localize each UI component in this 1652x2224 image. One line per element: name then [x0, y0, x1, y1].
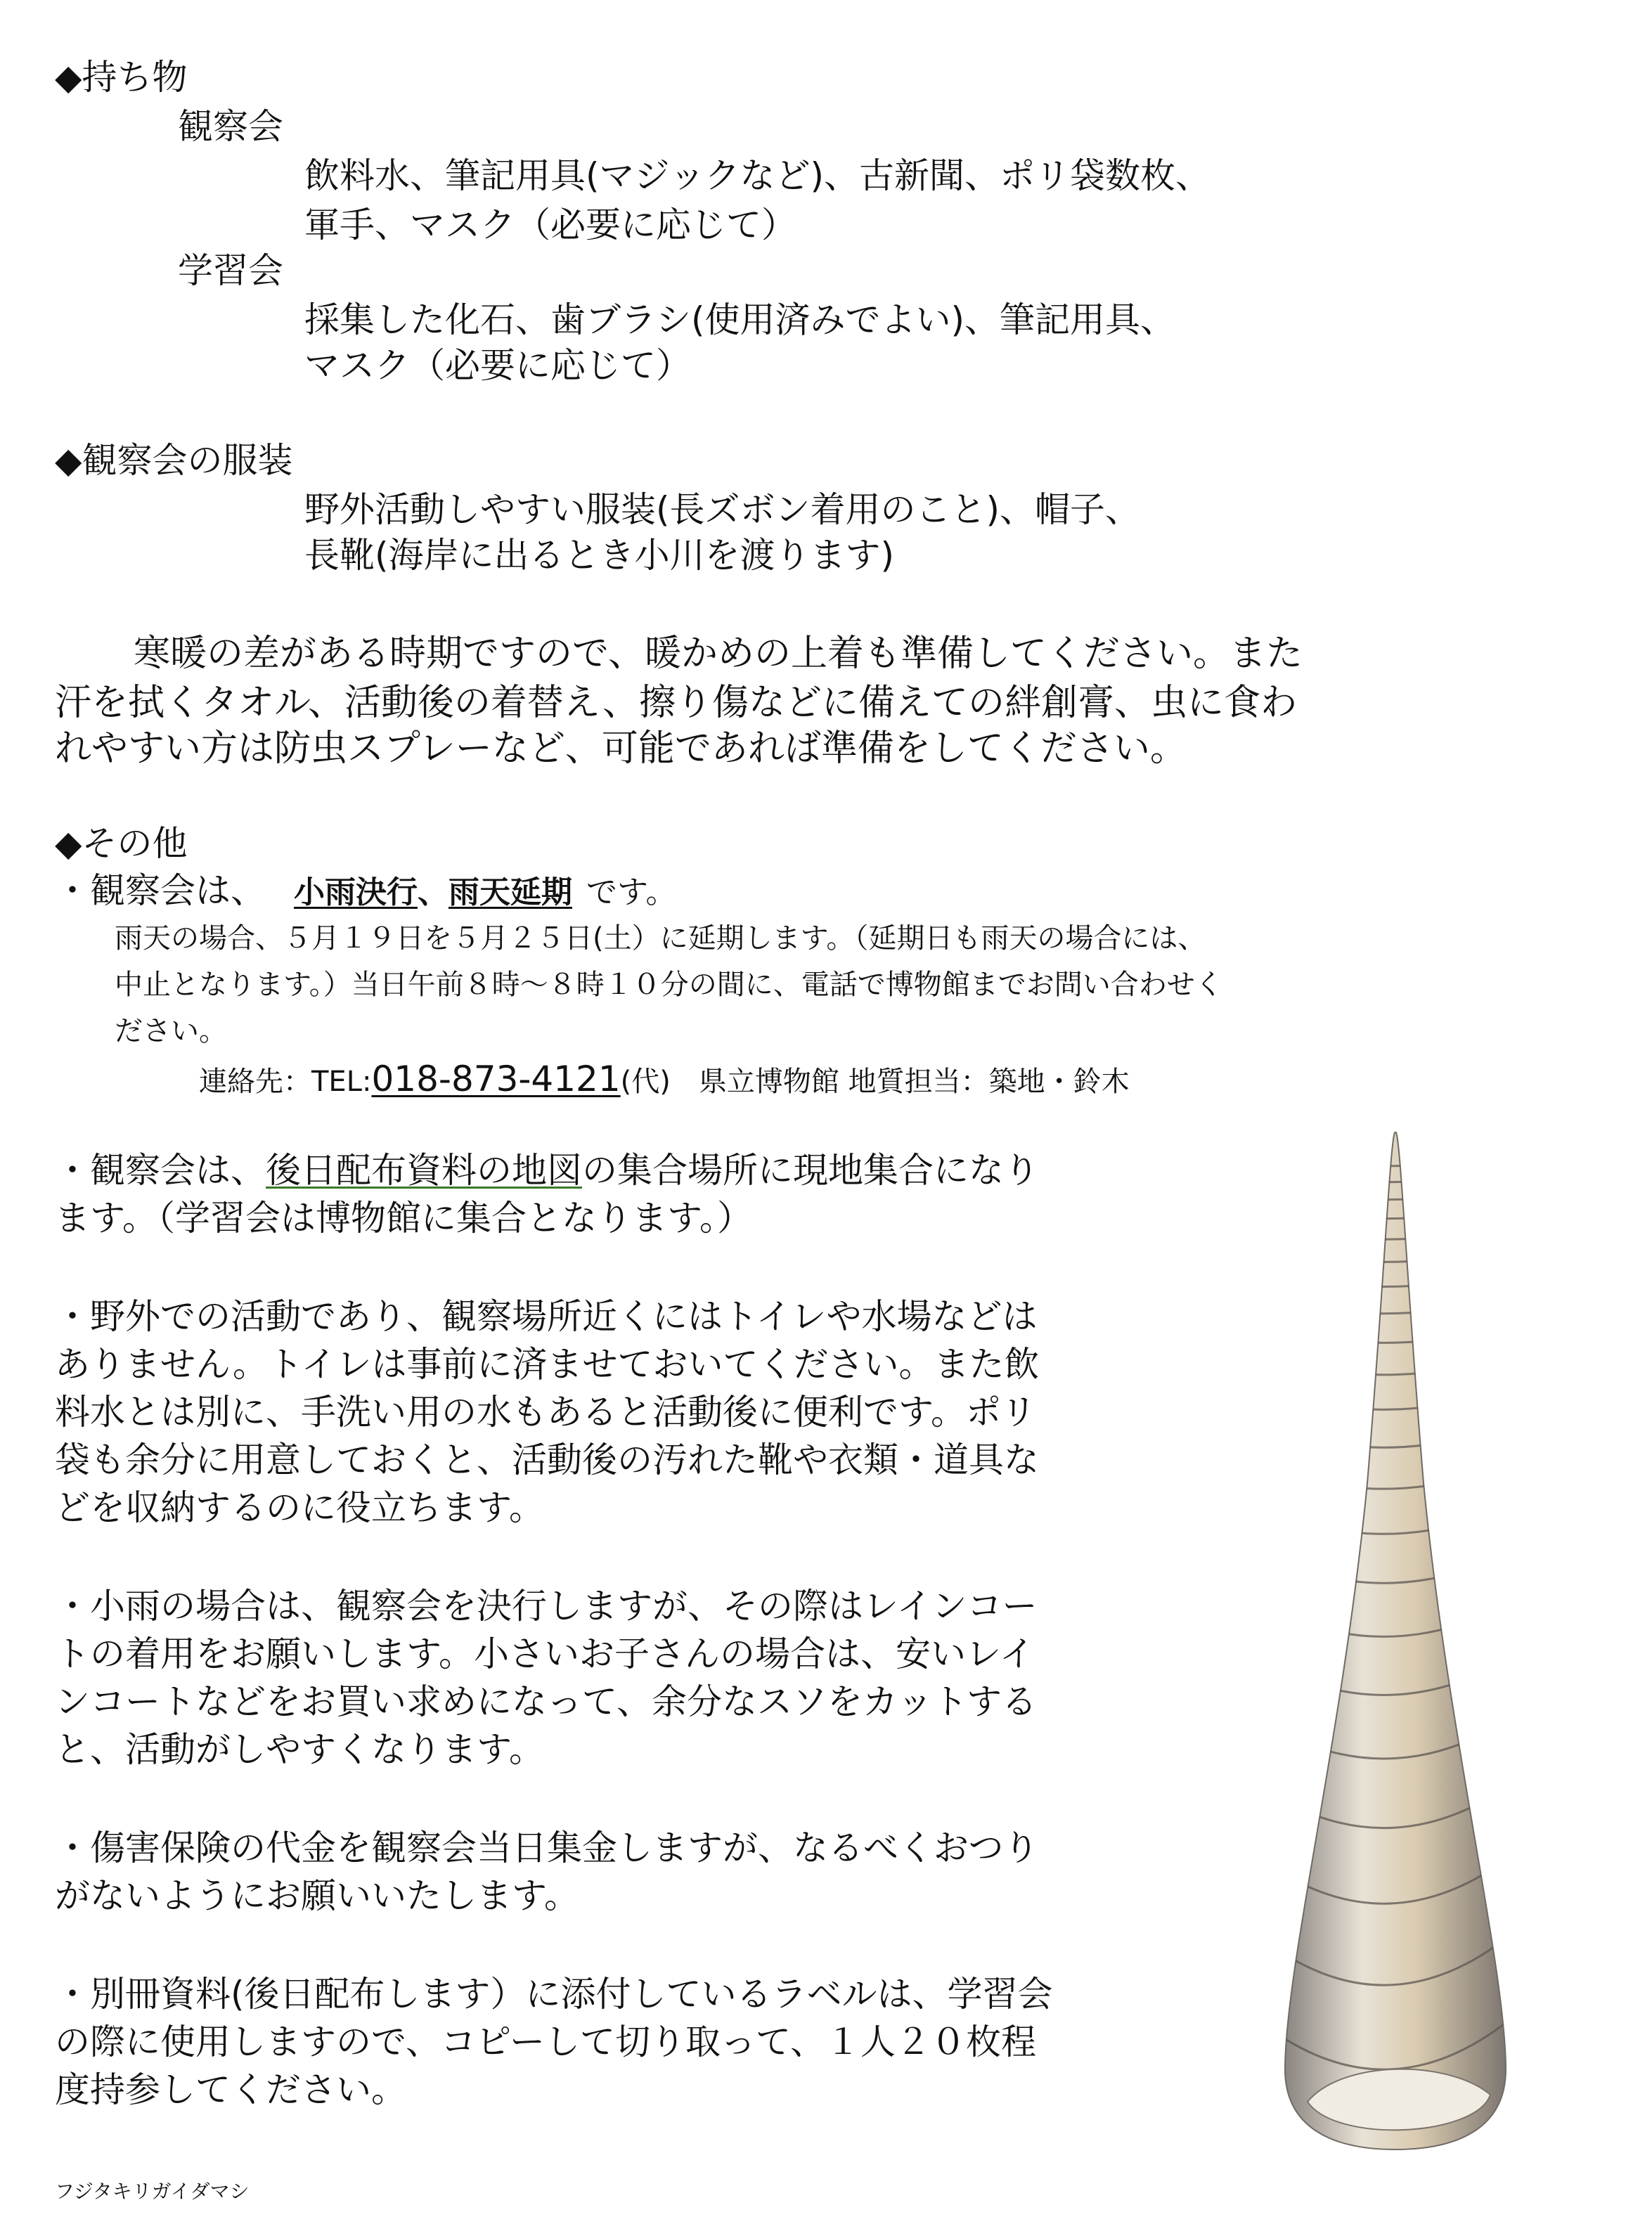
- clothing-paragraph-line3: れやすい方は防虫スプレーなど、可能であれば準備をしてください。: [55, 728, 1187, 770]
- drizzle-note-line3: ンコートなどをお買い求めになって、余分なスソをカットする: [55, 1681, 1037, 1722]
- study-items-line2: マスク（必要に応じて）: [304, 345, 691, 386]
- contact-suffix: (代) 県立博物館 地質担当：築地・鈴木: [620, 1066, 1130, 1098]
- shell-illustration: [1279, 1132, 1511, 2151]
- drizzle-note-line1: ・小雨の場合は、観察会を決行しますが、その際はレインコー: [55, 1586, 1038, 1627]
- observation-items-line1: 飲料水、筆記用具(マジックなど)、古新聞、ポリ袋数枚、: [304, 155, 1211, 196]
- label-note-line3: 度持参してください。: [55, 2069, 406, 2110]
- clothing-paragraph-line1: 寒暖の差がある時期ですので、暖かめの上着も準備してください。また: [134, 633, 1303, 675]
- clothing-line2: 長靴(海岸に出るとき小川を渡ります): [304, 535, 895, 576]
- contact-tel-link[interactable]: 018-873-4121: [371, 1059, 621, 1099]
- meeting-suffix: の集合場所に現地集合になり: [582, 1150, 1039, 1191]
- meeting-line1: [55, 1146, 1039, 1195]
- contact-prefix: 連絡先：TEL:: [199, 1066, 372, 1098]
- field-note-line5: どを収納するのに役立ちます。: [55, 1487, 544, 1528]
- meeting-prefix: ・観察会は、: [55, 1150, 266, 1191]
- rain-go-text: 小雨決行: [294, 874, 418, 910]
- rain-policy: [55, 866, 676, 917]
- shell-body: [1285, 1132, 1506, 2149]
- clothing-heading: ◆観察会の服装: [55, 440, 293, 481]
- drizzle-note-line2: トの着用をお願いします。小さいお子さんの場合は、安いレイ: [55, 1634, 1035, 1674]
- rain-separator: 、: [418, 874, 449, 910]
- rain-detail-line1: 雨天の場合、５月１９日を５月２５日(土）に延期します。（延期日も雨天の場合には、: [115, 922, 1206, 955]
- observation-label: 観察会: [178, 106, 283, 147]
- rain-policy-suffix: です。: [586, 874, 677, 910]
- clothing-paragraph-line2: 汗を拭くタオル、活動後の着替え、擦り傷などに備えての絆創膏、虫に食わ: [55, 682, 1297, 724]
- map-reference-link[interactable]: 後日配布資料の地図: [266, 1150, 582, 1191]
- field-note-line2: ありません。トイレは事前に済ませておいてください。また飲: [55, 1344, 1040, 1385]
- rain-postpone-text: 雨天延期: [449, 874, 572, 910]
- label-note-line1: ・別冊資料(後日配布します）に添付しているラベルは、学習会: [55, 1974, 1053, 2015]
- study-label: 学習会: [178, 250, 283, 291]
- contact-line: [199, 1059, 1130, 1102]
- items-heading: ◆持ち物: [55, 57, 188, 98]
- rain-policy-prefix: ・観察会は、: [55, 870, 266, 911]
- meeting-line2: ます。（学習会は博物館に集合となります。）: [55, 1198, 752, 1239]
- field-note-line1: ・野外での活動であり、観察場所近くにはトイレや水場などは: [55, 1296, 1038, 1337]
- insurance-note-line2: がないようにお願いいたします。: [55, 1875, 579, 1916]
- observation-items-line2: 軍手、マスク（必要に応じて）: [304, 205, 796, 245]
- other-heading: ◆その他: [55, 823, 188, 864]
- insurance-note-line1: ・傷害保険の代金を観察会当日集金しますが、なるべくおつり: [55, 1828, 1039, 1868]
- clothing-line1: 野外活動しやすい服装(長ズボン着用のこと)、帽子、: [304, 489, 1141, 530]
- rain-detail-line2: 中止となります。）当日午前８時～８時１０分の間に、電話で博物館までお問い合わせく: [115, 969, 1223, 1001]
- rain-detail-line3: ださい。: [115, 1015, 227, 1047]
- field-note-line3: 料水とは別に、手洗い用の水もあると活動後に便利です。ポリ: [55, 1392, 1036, 1433]
- study-items-line1: 採集した化石、歯ブラシ(使用済みでよい)、筆記用具、: [304, 299, 1176, 340]
- label-note-line2: の際に使用しますので、コピーして切り取って、１人２０枚程: [55, 2022, 1036, 2062]
- field-note-line4: 袋も余分に用意しておくと、活動後の汚れた靴や衣類・道具な: [55, 1440, 1039, 1480]
- drizzle-note-line4: と、活動がしやすくなります。: [55, 1729, 544, 1770]
- shell-caption: フジタキリガイダマシ: [55, 2180, 250, 2203]
